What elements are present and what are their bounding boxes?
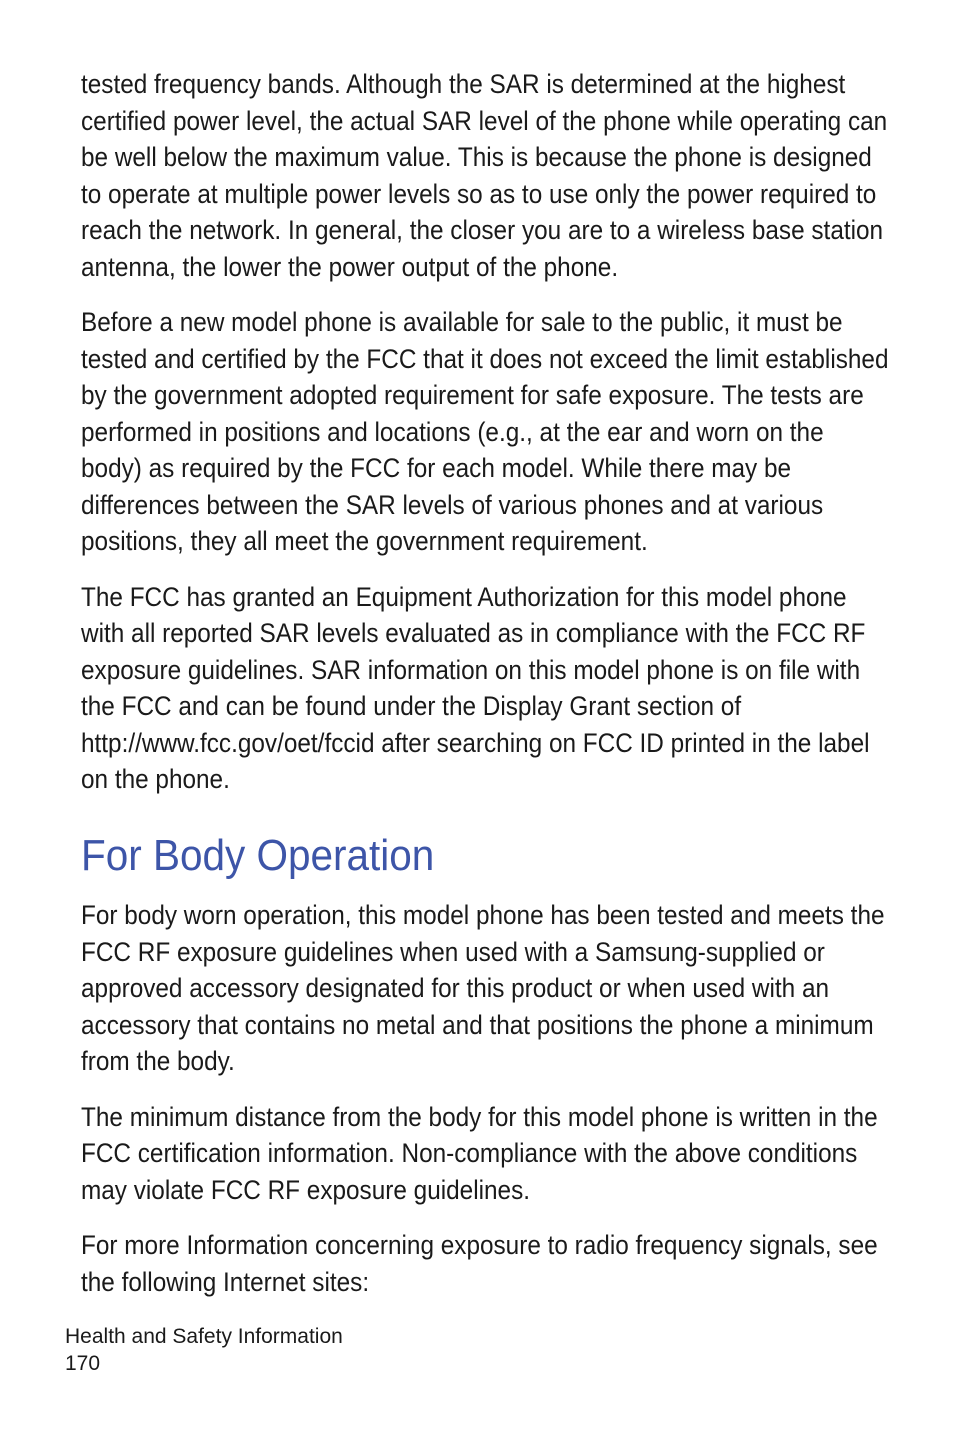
- paragraph-body-worn: For body worn operation, this model phone has been tested and meets the FCC RF exposure guidelines when used with a Samsung-supplied or approved accessory designated for this product or when used with an accessory that contains no metal and that positions the phone a minimum from the body.: [81, 900, 885, 1076]
- paragraph-fcc-testing: Before a new model phone is available for sale to the public, it must be tested and certified by the FCC that it does not exceed the limit established by the government adopted requirement for safe exposure. The tests are performed in positions and locations (e.g., at the ear and worn on the body) as required by the FCC for each model. While there may be differences between the SAR levels of various phones and at various positions, they all meet the government requirement.: [81, 307, 889, 556]
- body-text-top: [81, 66, 891, 817]
- paragraph-sar-levels: tested frequency bands. Although the SAR is determined at the highest certified power level, the actual SAR level of the phone while operating can be well below the maximum value. This is because the phone is designed to operate at multiple power levels so as to use only the power required to reach the network. In general, the closer you are to a wireless base station antenna, the lower the power output of the phone.: [81, 69, 888, 282]
- body-text-section: [81, 897, 891, 1319]
- paragraph-equipment-authorization: The FCC has granted an Equipment Authorization for this model phone with all reported SAR levels evaluated as in compliance with the FCC RF exposure guidelines. SAR information on this model phone is on file with the FCC and can be found under the Display Grant section of http://www.fcc.gov/oet/fccid after searching on FCC ID printed in the label on the phone.: [81, 581, 870, 794]
- page-number: 170: [65, 1352, 101, 1375]
- section-heading: For Body Operation: [81, 831, 435, 880]
- paragraph-minimum-distance: The minimum distance from the body for this model phone is written in the FCC certification information. Non-compliance with the above conditions may violate FCC RF exposure guidelines.: [81, 1101, 878, 1205]
- page-footer: [65, 1323, 343, 1377]
- paragraph-more-information: For more Information concerning exposure to radio frequency signals, see the following Internet sites:: [81, 1230, 878, 1297]
- footer-section-title: Health and Safety Information: [65, 1325, 343, 1348]
